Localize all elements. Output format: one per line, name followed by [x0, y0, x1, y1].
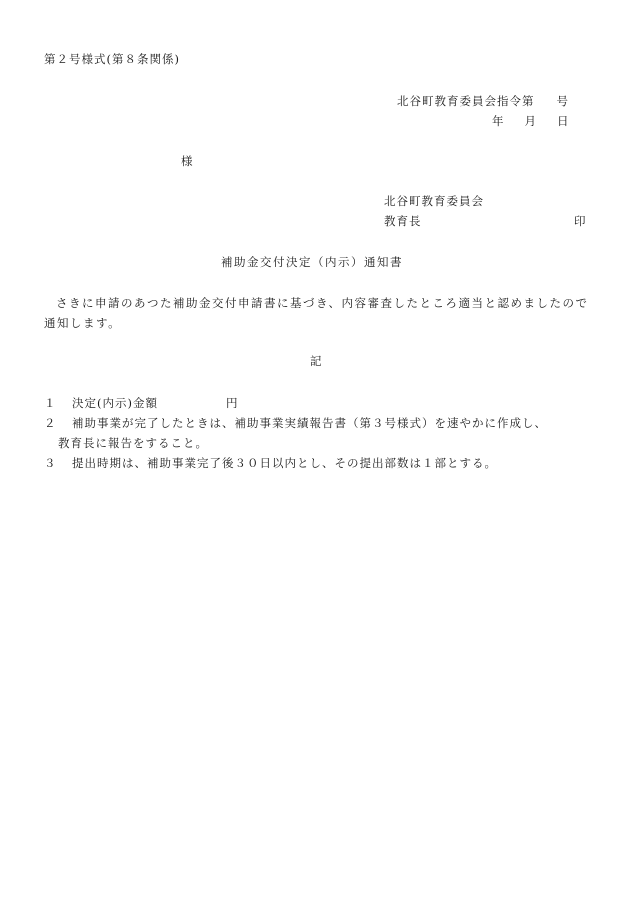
record-heading: 記 — [310, 354, 323, 368]
list-item — [44, 413, 604, 433]
sender-title: 教育長 — [384, 214, 422, 228]
sender-organization: 北谷町教育委員会 — [384, 194, 484, 208]
body-paragraph: さきに申請のあつた補助金交付申請書に基づき、内容審査したところ適当と認めましたので通知します。 — [44, 296, 589, 330]
year-label: 年 — [492, 114, 505, 128]
addressee: 様 — [181, 154, 194, 168]
document-number-label: 北谷町教育委員会指令第 — [397, 94, 535, 108]
item-number: ２ — [44, 416, 57, 430]
seal-mark: 印 — [574, 214, 587, 228]
item-number: １ — [44, 396, 57, 410]
document-title: 補助金交付決定（内示）通知書 — [221, 255, 403, 269]
list-item — [44, 453, 604, 473]
list-item — [44, 393, 604, 413]
item-continuation-text: 教育長に報告をすること。 — [58, 436, 208, 450]
issue-date — [492, 113, 570, 129]
item-number: ３ — [44, 456, 57, 470]
list-item-continuation — [44, 433, 604, 453]
amount-unit: 円 — [225, 396, 239, 410]
item-text: 決定(内示)金額 — [72, 396, 158, 410]
document-number — [397, 93, 569, 109]
form-number: 第２号様式(第８条関係) — [44, 52, 180, 66]
document-number-suffix: 号 — [556, 94, 569, 108]
item-text: 提出時期は、補助事業完了後３０日以内とし、その提出部数は１部とする。 — [72, 456, 497, 470]
day-label: 日 — [557, 114, 570, 128]
item-text: 補助事業が完了したときは、補助事業実績報告書（第３号様式）を速やかに作成し、 — [72, 416, 547, 430]
item-list — [44, 393, 604, 473]
month-label: 月 — [524, 114, 537, 128]
